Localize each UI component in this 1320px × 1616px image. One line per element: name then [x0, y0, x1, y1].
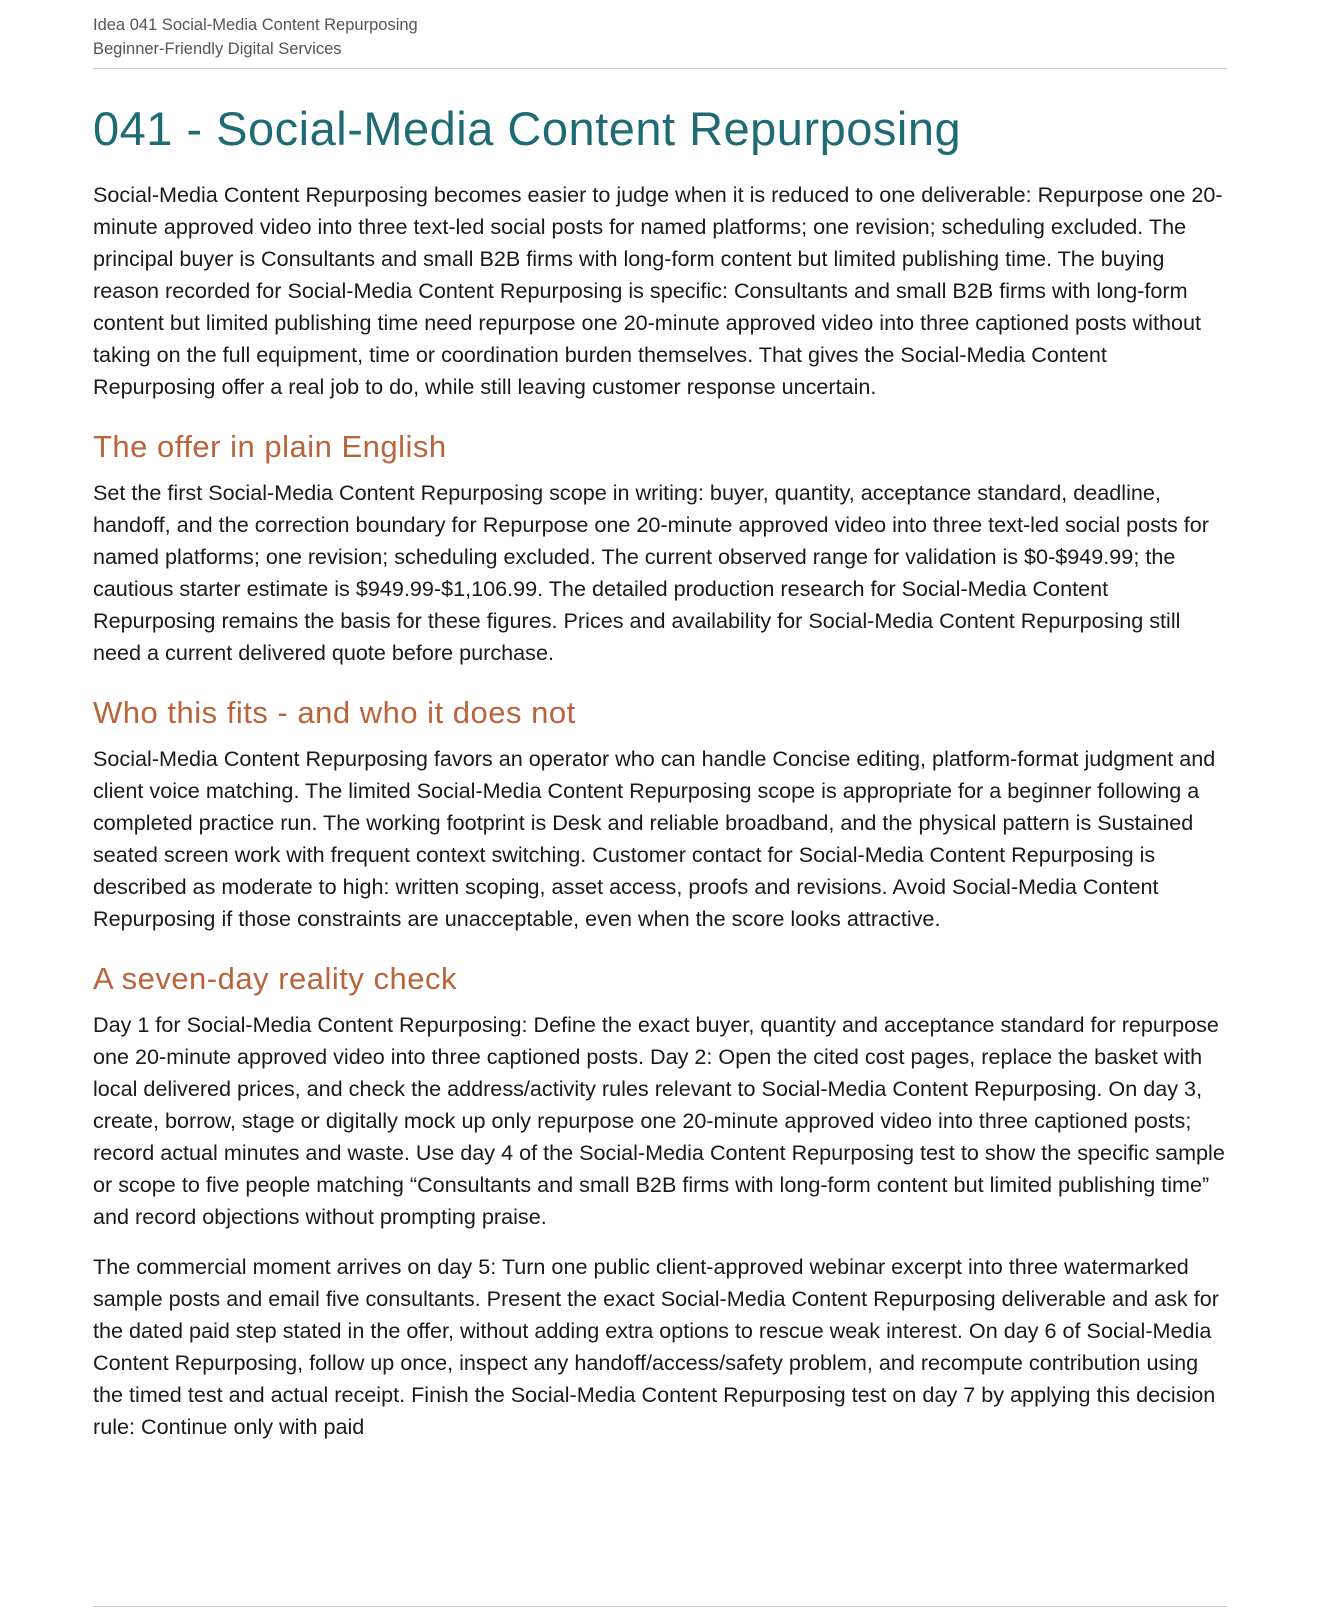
document-page	[93, 0, 1227, 1443]
running-header	[93, 0, 1227, 61]
intro-paragraph: Social-Media Content Repurposing becomes easier to judge when it is reduced to one deliverable: Repurpose one 20-minute approved video into three text-led social posts for named platforms; one revision; scheduling excluded. The principal buyer is Consultants and small B2B firms with long-form content but limited publishing time. The buying reason recorded for Social-Media Content Repurposing is specific: Consultants and small B2B firms with long-form content but limited publishing time need repurpose one 20-minute approved video into three captioned posts without taking on the full equipment, time or coordination burden themselves. That gives the Social-Media Content Repurposing offer a real job to do, while still leaving customer response uncertain.	[93, 182, 1223, 399]
reality-check-paragraph-1: Day 1 for Social-Media Content Repurposing: Define the exact buyer, quantity and acceptance standard for repurpose one 20-minute approved video into three captioned posts. Day 2: Open the cited cost pages, replace the basket with local delivered prices, and check the address/activity rules relevant to Social-Media Content Repurposing. On day 3, create, borrow, stage or digitally mock up only repurpose one 20-minute approved video into three captioned posts; record actual minutes and waste. Use day 4 of the Social-Media Content Repurposing test to show the specific sample or scope to five people matching “Consultants and small B2B firms with long-form content but limited publishing time” and record objections without prompting praise.	[93, 1012, 1225, 1229]
reality-check-paragraph-2: The commercial moment arrives on day 5: Turn one public client-approved webinar excerpt into three watermarked sample posts and email five consultants. Present the exact Social-Media Content Repurposing deliverable and ask for the dated paid step stated in the offer, without adding extra options to rescue weak interest. On day 6 of Social-Media Content Repurposing, follow up once, inspect any handoff/access/safety problem, and recompute contribution using the timed test and actual receipt. Finish the Social-Media Content Repurposing test on day 7 by applying this decision rule: Continue only with paid	[93, 1254, 1219, 1439]
section-heading-fit: Who this fits - and who it does not	[93, 695, 576, 730]
footer-divider	[93, 1606, 1227, 1607]
header-divider	[93, 68, 1227, 69]
section-heading-offer: The offer in plain English	[93, 429, 447, 464]
fit-paragraph: Social-Media Content Repurposing favors an operator who can handle Concise editing, platform-format judgment and client voice matching. The limited Social-Media Content Repurposing scope is appropriate for a beginner following a completed practice run. The working footprint is Desk and reliable broadband, and the physical pattern is Sustained seated screen work with frequent context switching. Customer contact for Social-Media Content Repurposing is described as moderate to high: written scoping, asset access, proofs and revisions. Avoid Social-Media Content Repurposing if those constraints are unacceptable, even when the score looks attractive.	[93, 746, 1216, 931]
header-category-label: Beginner-Friendly Digital Services	[93, 40, 342, 58]
offer-paragraph: Set the first Social-Media Content Repurposing scope in writing: buyer, quantity, acceptance standard, deadline, handoff, and the correction boundary for Repurpose one 20-minute approved video into three text-led social posts for named platforms; one revision; scheduling excluded. The current observed range for validation is $0-$949.99; the cautious starter estimate is $949.99-$1,106.99. The detailed production research for Social-Media Content Repurposing remains the basis for these figures. Prices and availability for Social-Media Content Repurposing still need a current delivered quote before purchase.	[93, 480, 1209, 665]
section-heading-reality-check: A seven-day reality check	[93, 961, 458, 996]
page-title: 041 - Social-Media Content Repurposing	[93, 102, 962, 155]
header-idea-label: Idea 041 Social-Media Content Repurposing	[93, 16, 418, 34]
